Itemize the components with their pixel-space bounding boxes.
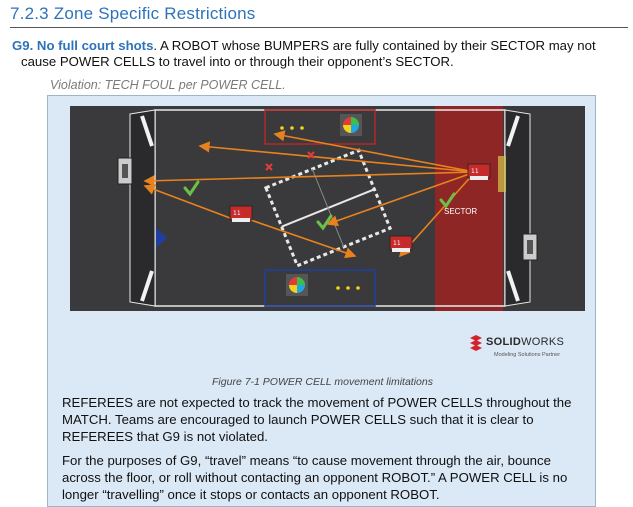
robot-red-left	[230, 206, 252, 222]
robot-red-right	[468, 164, 490, 180]
solidworks-logo	[468, 332, 578, 366]
section-heading: 7.2.3 Zone Specific Restrictions	[10, 4, 628, 28]
svg-text:11: 11	[233, 210, 241, 217]
rule-text-line1: . A ROBOT whose BUMPERS are fully contained by their SECTOR may not	[153, 38, 596, 53]
robot-red-center	[390, 236, 412, 252]
paragraph-travel-definition: For the purposes of G9, “travel” means “to cause movement through the air, bounce across the floor, or roll without contacting an opponent ROBOT.” A POWER CELL is no longer “travelling” once it stops or contacts an opponent ROBOT.	[62, 453, 568, 502]
control-panel-bottom	[286, 274, 308, 296]
figure-box	[47, 95, 596, 507]
field-diagram	[70, 106, 585, 311]
rule-id: G9. No full court shots	[12, 38, 154, 53]
figure-caption: Figure 7-1 POWER CELL movement limitations	[212, 376, 433, 388]
control-panel-top	[340, 114, 362, 136]
paragraph-referees: REFEREES are not expected to track the movement of POWER CELLS throughout the MATCH. Teams are encouraged to launch POWER CELLS such that it is clear to REFEREES that G9 is not violated.	[62, 395, 572, 444]
svg-text:11: 11	[471, 168, 479, 175]
sector-label: SECTOR	[444, 207, 478, 216]
solidworks-wordmark: SOLIDWORKS	[486, 336, 565, 348]
solidworks-tagline: Modeling Solutions Partner	[494, 352, 561, 358]
svg-text:11: 11	[393, 240, 401, 247]
rule-text-line2: cause POWER CELLS to travel into or through their opponent’s SECTOR.	[21, 54, 454, 69]
solidworks-icon	[468, 334, 484, 352]
right-loading-bay	[498, 156, 506, 192]
violation-text: Violation: TECH FOUL per POWER CELL.	[50, 78, 286, 92]
rule-g9	[12, 38, 622, 70]
